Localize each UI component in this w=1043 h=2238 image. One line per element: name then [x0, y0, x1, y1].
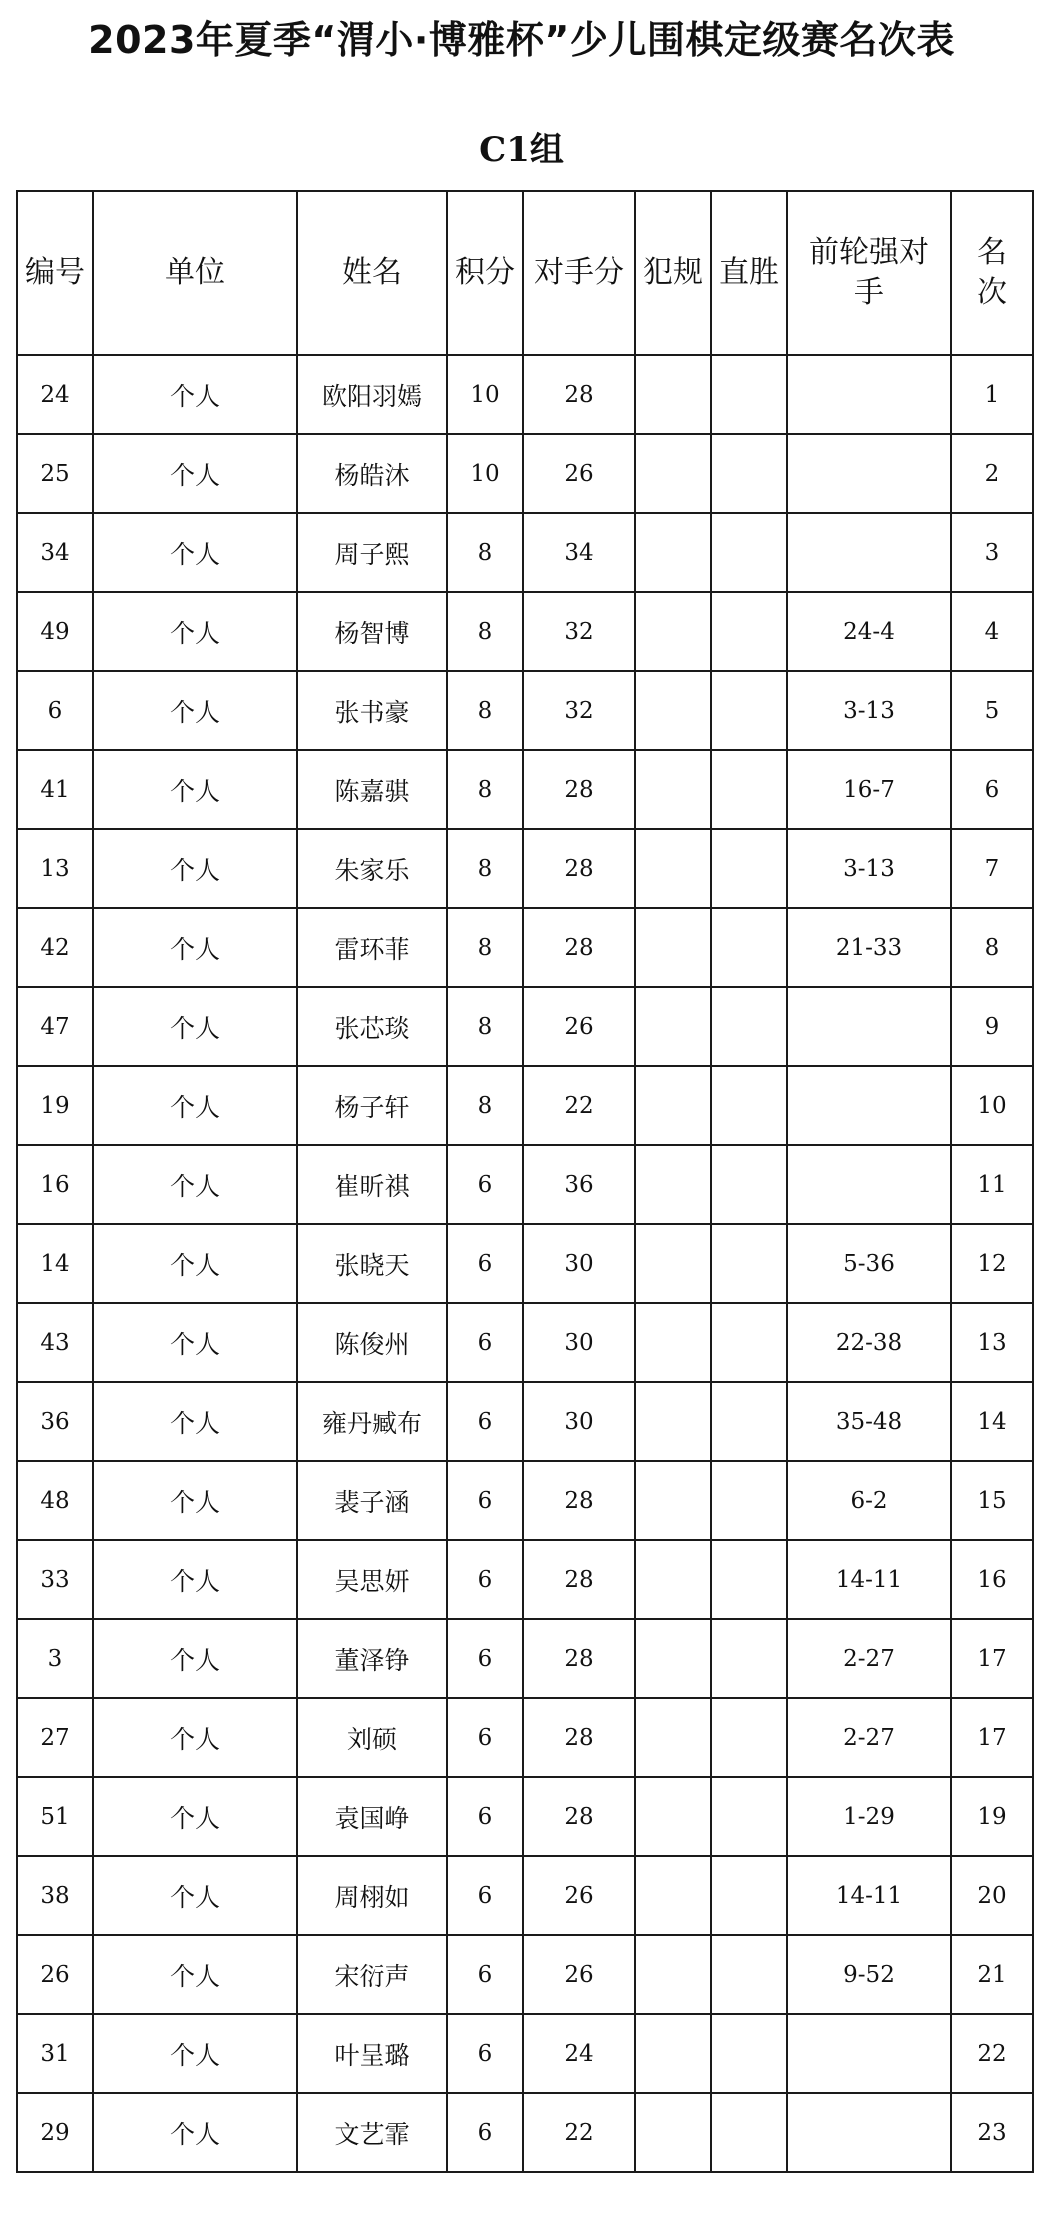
cell-foul [635, 1382, 711, 1461]
cell-name: 周栩如 [297, 1856, 447, 1935]
cell-previous-strong-opponent: 21-33 [787, 908, 951, 987]
table-row [17, 434, 1033, 513]
cell-opponent-score: 28 [523, 908, 635, 987]
cell-name: 董泽铮 [297, 1619, 447, 1698]
cell-direct-win [711, 1777, 787, 1856]
cell-previous-strong-opponent: 2-27 [787, 1698, 951, 1777]
cell-score: 6 [447, 1461, 523, 1540]
cell-previous-strong-opponent: 5-36 [787, 1224, 951, 1303]
cell-direct-win [711, 908, 787, 987]
cell-unit: 个人 [93, 513, 297, 592]
cell-rank: 5 [951, 671, 1033, 750]
cell-name: 雷环菲 [297, 908, 447, 987]
cell-score: 6 [447, 1856, 523, 1935]
table-row [17, 592, 1033, 671]
cell-id: 34 [17, 513, 93, 592]
cell-direct-win [711, 1856, 787, 1935]
cell-score: 8 [447, 592, 523, 671]
cell-direct-win [711, 1461, 787, 1540]
cell-name: 张晓天 [297, 1224, 447, 1303]
cell-name: 雍丹臧布 [297, 1382, 447, 1461]
cell-name: 崔昕祺 [297, 1145, 447, 1224]
cell-unit: 个人 [93, 1777, 297, 1856]
cell-previous-strong-opponent [787, 2014, 951, 2093]
cell-foul [635, 1619, 711, 1698]
cell-rank: 6 [951, 750, 1033, 829]
cell-unit: 个人 [93, 1224, 297, 1303]
cell-foul [635, 2014, 711, 2093]
cell-score: 6 [447, 1382, 523, 1461]
cell-foul [635, 513, 711, 592]
table-row [17, 1145, 1033, 1224]
cell-name: 欧阳羽嫣 [297, 355, 447, 434]
table-header-row [17, 191, 1033, 355]
cell-previous-strong-opponent: 3-13 [787, 829, 951, 908]
cell-opponent-score: 28 [523, 1461, 635, 1540]
cell-id: 26 [17, 1935, 93, 2014]
cell-direct-win [711, 829, 787, 908]
header-previous-strong-opponent: 前轮强对 手 [787, 191, 951, 355]
cell-rank: 20 [951, 1856, 1033, 1935]
cell-direct-win [711, 1303, 787, 1382]
cell-direct-win [711, 671, 787, 750]
cell-previous-strong-opponent [787, 513, 951, 592]
cell-name: 裴子涵 [297, 1461, 447, 1540]
table-row [17, 987, 1033, 1066]
table-row [17, 355, 1033, 434]
cell-name: 周子熙 [297, 513, 447, 592]
cell-previous-strong-opponent: 16-7 [787, 750, 951, 829]
cell-rank: 14 [951, 1382, 1033, 1461]
cell-opponent-score: 30 [523, 1382, 635, 1461]
cell-opponent-score: 32 [523, 671, 635, 750]
table-row [17, 1224, 1033, 1303]
header-direct-win: 直胜 [711, 191, 787, 355]
cell-unit: 个人 [93, 908, 297, 987]
cell-id: 36 [17, 1382, 93, 1461]
cell-foul [635, 355, 711, 434]
cell-rank: 10 [951, 1066, 1033, 1145]
cell-rank: 23 [951, 2093, 1033, 2172]
cell-previous-strong-opponent: 35-48 [787, 1382, 951, 1461]
header-foul: 犯规 [635, 191, 711, 355]
table-row [17, 671, 1033, 750]
cell-unit: 个人 [93, 434, 297, 513]
cell-name: 张书豪 [297, 671, 447, 750]
cell-foul [635, 908, 711, 987]
cell-previous-strong-opponent: 2-27 [787, 1619, 951, 1698]
table-row [17, 1777, 1033, 1856]
cell-opponent-score: 28 [523, 1698, 635, 1777]
cell-score: 6 [447, 1777, 523, 1856]
cell-name: 杨智博 [297, 592, 447, 671]
cell-unit: 个人 [93, 1066, 297, 1145]
table-row [17, 1540, 1033, 1619]
cell-opponent-score: 26 [523, 987, 635, 1066]
cell-foul [635, 1461, 711, 1540]
cell-name: 杨皓沐 [297, 434, 447, 513]
cell-unit: 个人 [93, 750, 297, 829]
cell-opponent-score: 36 [523, 1145, 635, 1224]
cell-score: 8 [447, 1066, 523, 1145]
table-row [17, 1382, 1033, 1461]
cell-opponent-score: 28 [523, 750, 635, 829]
table-row [17, 2093, 1033, 2172]
cell-rank: 22 [951, 2014, 1033, 2093]
cell-score: 8 [447, 671, 523, 750]
header-id: 编号 [17, 191, 93, 355]
cell-direct-win [711, 1935, 787, 2014]
cell-direct-win [711, 987, 787, 1066]
cell-previous-strong-opponent: 14-11 [787, 1540, 951, 1619]
cell-id: 38 [17, 1856, 93, 1935]
cell-score: 6 [447, 1935, 523, 2014]
cell-unit: 个人 [93, 1540, 297, 1619]
group-title: C1组 [479, 130, 564, 170]
cell-score: 8 [447, 513, 523, 592]
cell-rank: 2 [951, 434, 1033, 513]
cell-direct-win [711, 1145, 787, 1224]
cell-unit: 个人 [93, 987, 297, 1066]
cell-rank: 17 [951, 1619, 1033, 1698]
cell-rank: 12 [951, 1224, 1033, 1303]
cell-foul [635, 1856, 711, 1935]
table-row [17, 1698, 1033, 1777]
cell-score: 6 [447, 1698, 523, 1777]
cell-unit: 个人 [93, 1698, 297, 1777]
cell-previous-strong-opponent [787, 1066, 951, 1145]
cell-unit: 个人 [93, 1382, 297, 1461]
header-opponent-score: 对手分 [523, 191, 635, 355]
table-row [17, 513, 1033, 592]
cell-name: 叶呈璐 [297, 2014, 447, 2093]
cell-rank: 7 [951, 829, 1033, 908]
cell-foul [635, 1935, 711, 2014]
cell-id: 3 [17, 1619, 93, 1698]
cell-id: 27 [17, 1698, 93, 1777]
cell-score: 6 [447, 1303, 523, 1382]
cell-unit: 个人 [93, 1303, 297, 1382]
table-row [17, 829, 1033, 908]
cell-unit: 个人 [93, 2093, 297, 2172]
cell-foul [635, 1224, 711, 1303]
cell-id: 48 [17, 1461, 93, 1540]
cell-id: 47 [17, 987, 93, 1066]
cell-unit: 个人 [93, 1935, 297, 2014]
cell-rank: 17 [951, 1698, 1033, 1777]
cell-score: 10 [447, 355, 523, 434]
cell-foul [635, 592, 711, 671]
cell-direct-win [711, 1066, 787, 1145]
table-row [17, 1303, 1033, 1382]
cell-previous-strong-opponent: 24-4 [787, 592, 951, 671]
cell-id: 6 [17, 671, 93, 750]
cell-opponent-score: 24 [523, 2014, 635, 2093]
cell-opponent-score: 30 [523, 1303, 635, 1382]
cell-opponent-score: 28 [523, 1619, 635, 1698]
cell-previous-strong-opponent [787, 2093, 951, 2172]
cell-score: 8 [447, 908, 523, 987]
cell-id: 41 [17, 750, 93, 829]
cell-id: 42 [17, 908, 93, 987]
cell-score: 6 [447, 1224, 523, 1303]
cell-id: 13 [17, 829, 93, 908]
cell-direct-win [711, 355, 787, 434]
cell-id: 16 [17, 1145, 93, 1224]
cell-id: 29 [17, 2093, 93, 2172]
cell-opponent-score: 26 [523, 1856, 635, 1935]
cell-previous-strong-opponent: 22-38 [787, 1303, 951, 1382]
cell-direct-win [711, 1224, 787, 1303]
cell-score: 6 [447, 2093, 523, 2172]
table-row [17, 1461, 1033, 1540]
cell-foul [635, 1303, 711, 1382]
cell-unit: 个人 [93, 1145, 297, 1224]
cell-rank: 21 [951, 1935, 1033, 2014]
cell-foul [635, 1145, 711, 1224]
cell-direct-win [711, 2093, 787, 2172]
cell-foul [635, 1066, 711, 1145]
header-name: 姓名 [297, 191, 447, 355]
cell-foul [635, 987, 711, 1066]
cell-name: 陈俊州 [297, 1303, 447, 1382]
table-row [17, 1066, 1033, 1145]
table-row [17, 908, 1033, 987]
cell-rank: 4 [951, 592, 1033, 671]
cell-previous-strong-opponent [787, 434, 951, 513]
cell-direct-win [711, 750, 787, 829]
cell-direct-win [711, 592, 787, 671]
cell-direct-win [711, 1619, 787, 1698]
cell-previous-strong-opponent: 9-52 [787, 1935, 951, 2014]
cell-unit: 个人 [93, 592, 297, 671]
cell-score: 8 [447, 829, 523, 908]
cell-foul [635, 2093, 711, 2172]
document-title: 2023年夏季“渭小·博雅杯”少儿围棋定级赛名次表 [88, 18, 955, 62]
table-row [17, 1935, 1033, 2014]
table-row [17, 1856, 1033, 1935]
cell-rank: 13 [951, 1303, 1033, 1382]
cell-opponent-score: 22 [523, 1066, 635, 1145]
cell-direct-win [711, 513, 787, 592]
cell-name: 刘硕 [297, 1698, 447, 1777]
cell-opponent-score: 28 [523, 355, 635, 434]
cell-id: 49 [17, 592, 93, 671]
cell-foul [635, 1698, 711, 1777]
cell-foul [635, 829, 711, 908]
header-unit: 单位 [93, 191, 297, 355]
cell-unit: 个人 [93, 1856, 297, 1935]
cell-previous-strong-opponent [787, 355, 951, 434]
cell-opponent-score: 28 [523, 829, 635, 908]
cell-rank: 3 [951, 513, 1033, 592]
cell-name: 张芯琰 [297, 987, 447, 1066]
cell-unit: 个人 [93, 829, 297, 908]
cell-direct-win [711, 1540, 787, 1619]
cell-opponent-score: 32 [523, 592, 635, 671]
cell-previous-strong-opponent: 14-11 [787, 1856, 951, 1935]
cell-opponent-score: 22 [523, 2093, 635, 2172]
ranking-table [16, 190, 1034, 2173]
table-row [17, 1619, 1033, 1698]
cell-rank: 16 [951, 1540, 1033, 1619]
cell-name: 吴思妍 [297, 1540, 447, 1619]
cell-id: 51 [17, 1777, 93, 1856]
cell-score: 6 [447, 1145, 523, 1224]
cell-id: 24 [17, 355, 93, 434]
cell-name: 陈嘉骐 [297, 750, 447, 829]
cell-unit: 个人 [93, 1461, 297, 1540]
cell-direct-win [711, 1382, 787, 1461]
cell-foul [635, 1540, 711, 1619]
cell-score: 8 [447, 987, 523, 1066]
cell-foul [635, 434, 711, 513]
cell-rank: 8 [951, 908, 1033, 987]
cell-score: 6 [447, 2014, 523, 2093]
cell-opponent-score: 28 [523, 1540, 635, 1619]
cell-opponent-score: 30 [523, 1224, 635, 1303]
cell-id: 19 [17, 1066, 93, 1145]
cell-score: 10 [447, 434, 523, 513]
cell-id: 43 [17, 1303, 93, 1382]
cell-opponent-score: 34 [523, 513, 635, 592]
header-score: 积分 [447, 191, 523, 355]
cell-name: 杨子轩 [297, 1066, 447, 1145]
cell-name: 袁国峥 [297, 1777, 447, 1856]
cell-direct-win [711, 1698, 787, 1777]
cell-opponent-score: 26 [523, 1935, 635, 2014]
header-rank: 名 次 [951, 191, 1033, 355]
cell-previous-strong-opponent [787, 1145, 951, 1224]
cell-score: 8 [447, 750, 523, 829]
cell-previous-strong-opponent: 3-13 [787, 671, 951, 750]
cell-rank: 9 [951, 987, 1033, 1066]
cell-unit: 个人 [93, 355, 297, 434]
cell-direct-win [711, 2014, 787, 2093]
cell-name: 宋衍声 [297, 1935, 447, 2014]
cell-name: 朱家乐 [297, 829, 447, 908]
cell-opponent-score: 28 [523, 1777, 635, 1856]
table-row [17, 2014, 1033, 2093]
cell-foul [635, 671, 711, 750]
cell-foul [635, 750, 711, 829]
cell-unit: 个人 [93, 671, 297, 750]
cell-opponent-score: 26 [523, 434, 635, 513]
cell-rank: 15 [951, 1461, 1033, 1540]
cell-previous-strong-opponent: 6-2 [787, 1461, 951, 1540]
cell-rank: 19 [951, 1777, 1033, 1856]
cell-name: 文艺霏 [297, 2093, 447, 2172]
cell-previous-strong-opponent [787, 987, 951, 1066]
cell-foul [635, 1777, 711, 1856]
cell-unit: 个人 [93, 1619, 297, 1698]
cell-id: 33 [17, 1540, 93, 1619]
cell-rank: 1 [951, 355, 1033, 434]
table-body [17, 355, 1033, 2172]
cell-score: 6 [447, 1619, 523, 1698]
cell-score: 6 [447, 1540, 523, 1619]
table-row [17, 750, 1033, 829]
cell-rank: 11 [951, 1145, 1033, 1224]
cell-id: 31 [17, 2014, 93, 2093]
cell-previous-strong-opponent: 1-29 [787, 1777, 951, 1856]
cell-id: 25 [17, 434, 93, 513]
cell-id: 14 [17, 1224, 93, 1303]
cell-unit: 个人 [93, 2014, 297, 2093]
cell-direct-win [711, 434, 787, 513]
